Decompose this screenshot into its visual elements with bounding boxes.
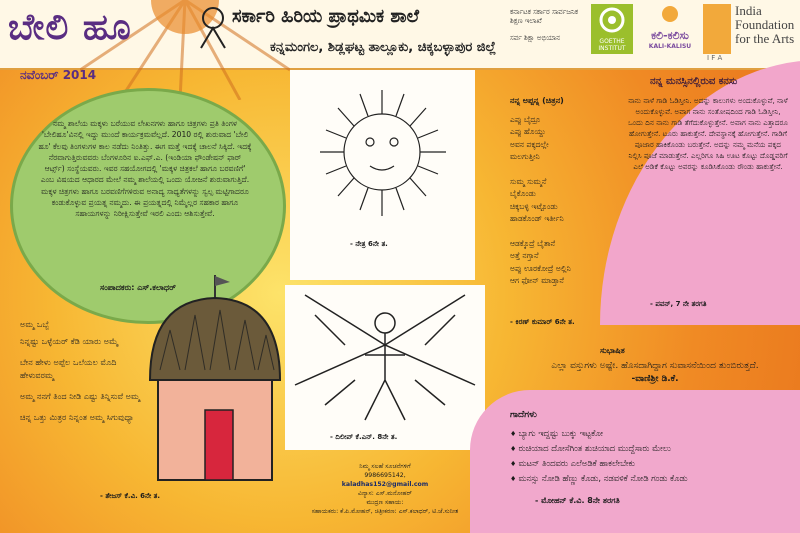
- poem-left-line: ನಿನ್ನಷ್ಟು ಒಳ್ಳೆಯರ್ ಕೆಡಿ ಯಾರು ಅಮ್ಮೆ: [20, 336, 119, 346]
- ssa-text: ಸರ್ವ ಶಿಕ್ಷಾ ಅಭಿಯಾನ: [510, 34, 561, 42]
- subhashita: [525, 360, 785, 386]
- proverb-item: ♦ ಮಟನ್ ತಿಂದವರು ಎಲೆಅಡಿಕೆ ಹಾಕಲೇಬೇಕು: [510, 456, 790, 471]
- poem-center-line: ಎಪ್ಪು ಬೈದ್ರೂ: [510, 115, 541, 124]
- proverb-item: ♦ ರುಚಿಯಾದ ದೋಸೆಗಿಂತ ಶುಚಿಯಾದ ಮುದ್ದೆಸಾರು ಮೇಲು: [510, 441, 790, 456]
- govt-dept: ಕರ್ನಾಟಕ ಸರ್ಕಾರ ಸಾರ್ವಜನಿಕ ಶಿಕ್ಷಣ ಇಲಾಖೆ: [510, 8, 579, 25]
- subhashita-credit: -ವಾಣಿಶ್ರೀ ಡಿ.ಕೆ.: [631, 374, 679, 384]
- poem-left-line: ಬೇನ ಹೇಳು ಅಪ್ಪೆಲ ಒಲೆಯಲ ಮೊದಿ ಹೇಳುವರಮ್ಮ: [20, 357, 117, 380]
- newsletter-title: ಬೇಲಿ ಹೂ: [8, 6, 132, 48]
- poem-center-line: ಎಪ್ಪು ಹೊಯ್ದು: [510, 127, 546, 137]
- goethe-swirl-icon: [591, 4, 633, 36]
- poem-left: [20, 318, 140, 424]
- poem-center-line: ಹಾಡಕೊಂಡ್ ಇರ್ತೀನಿ: [510, 214, 564, 224]
- figure-drawing-panel: [285, 285, 485, 450]
- poem-center-line: ಸುಮ್ಮ ಸುಮ್ಮನೆ: [510, 177, 547, 187]
- poem-center-credit: - ಕಿರಣ್ ಕುಮಾರ್ 6ನೇ ತ.: [510, 318, 575, 326]
- proverb-item: ♦ ಬ್ಯಾಗು ಇದ್ದಷ್ಟು ಬುಕ್ಕು ಇಟ್ಟಕೋ: [510, 426, 790, 441]
- poem-center: [510, 114, 620, 288]
- goethe-label: GOETHE INSTITUT: [598, 38, 626, 52]
- poem-center-line: ಅತ್ತೆ ನಗ್ತಾನೆ: [510, 251, 539, 261]
- poem-center-line: ಅಪ್ಪು ಊರಕೋದ್ರೆ ಅಲ್ಲಿನಿ: [510, 263, 571, 273]
- figure-drawing: [285, 285, 485, 430]
- govt-text: [510, 8, 588, 43]
- poem-center-line: ಮಲಗುತ್ತೀನಿ: [510, 152, 540, 162]
- issue-date: ನವೆಂಬರ್ 2014: [20, 68, 97, 82]
- designer-credit: ವಿನ್ಯಾಸ: ಎಸ್.ಮನೋಹರ್: [358, 490, 412, 497]
- story-text: ನಾನು ನಾಳೆ ಗಾಡಿ ಓಡಿಸ್ತೀನಿ. ಅದನ್ನು ಕಾಲುಗಳು ಅಂದುಕೊಳ್ಳುವೆ, ನಾಳೆ ಅಂದುಕೊಳ್ಳುವೆ. ಅವಾಗ ನಾನು ಸಂತೋಷದಿಂದ ಗಾಡಿ ಓಡಿಸ್ತೀನಿ, ಒಂದು ದಿನ ನಾನು ಗಾಡಿ ತೆಗೆದುಕೊಳ್ಳುತ್ತೇನೆ. ಅವಾಗ ನಾನು ಎತ್ತಾದರೂ ಹೋಗುತ್ತೇನೆ. ಟೂರು ಹಾಕುತ್ತೇನೆ. ದೇವಸ್ಥಾನಕ್ಕೆ ಹೋಗುತ್ತೇನೆ. ಗಾಡಿಗೆ ಪೂಜಾರ ಹಾಕಿಕೊಂಡು ಬರುತ್ತೇನೆ. ಅದನ್ನು ನಮ್ಮ ಮನೆಯ ಪಕ್ಕದ ನಿಲ್ಲಿಸಿ ಪೂಜೆ ಮಾಡುತ್ತೇನೆ. ಎಲ್ಲರಿಗೂ ಸಿಹಿ ಊಟ ಕೊಟ್ಟು ದೊಡ್ಡವರಿಗೆ ಎಲೆ ಅಡಿಕೆ ಕೊಟ್ಟು ಅವರನ್ನು ಕೂಡಿಸಿಕೊಂಡು ರೌಂಡು ಹಾಕುತ್ತೇನೆ.: [628, 96, 788, 171]
- goethe-logo: [591, 4, 633, 54]
- poem-left-line: ಚಿನ್ನ ಒತ್ತು ಮಿತ್ರರ ನಿನ್ನಂತ ಅಮ್ಮ ಸಿಗುವುಧ್ಯಾ: [20, 412, 134, 422]
- contact-info: [300, 462, 470, 516]
- story-title: ನನ್ನ ಮನಸ್ಸಿನಲ್ಲಿರುವ ಕನಸು: [650, 76, 738, 87]
- subhashita-text: ಎಲ್ಲಾ ವಸ್ತುಗಳು ಅಷ್ಟೇ. ಹೊಸದಾಗಿದ್ದಾಗ ಸುವಾಸನೆಯಿಂದ ತುಂಬಿರುತ್ತದೆ.: [551, 361, 759, 371]
- ifa-name: India Foundation for the Arts: [735, 3, 795, 46]
- school-address: ಕನ್ನಮಂಗಲ, ಶಿಡ್ಲಘಟ್ಟ ತಾಲ್ಲೂಕು, ಚಿಕ್ಕಬಳ್ಳಾಪುರ ಜಿಲ್ಲೆ: [270, 40, 497, 55]
- contact-email[interactable]: kaladhas152@gmail.com: [341, 481, 429, 488]
- figure-drawing-credit: - ದಿಲೀಪ್ ಕೆ.ಎನ್. 8ನೇ ತ.: [330, 433, 398, 441]
- contact-label: ನಿಮ್ಮ ಸಲಹೆ ಸೂಚನೆಗಳಿಗೆ: [359, 463, 411, 470]
- house-drawing: [140, 270, 290, 485]
- poem-left-credit: - ತೇಜಸ್ ಕೆ.ವಿ. 6ನೇ ತ.: [100, 492, 161, 500]
- school-name: ಸರ್ಕಾರಿ ಹಿರಿಯ ಪ್ರಾಥಮಿಕ ಶಾಲೆ: [232, 6, 420, 27]
- poem-center-line: ಅವನ ಪಕ್ಕದಲ್ಲೇ: [510, 139, 549, 149]
- assistants-credit: ಸಹಾಯಕರು: ಕೆ.ಪಿ.ಮೋಹನ್, ಚಿತ್ರೀಕರಣ: ಎಸ್.ಕಲಾಧರ್, ಟಿ.ಜೆ.ಸುನೀತ: [311, 508, 459, 515]
- proverbs-title: ಗಾದೆಗಳು: [510, 410, 537, 420]
- editorial-text: ನಮ್ಮ ಶಾಲೆಯ ಮಕ್ಕಳು ಬರೆಯುವ ಲೇಖನಗಳು ಹಾಗೂ ಚಿತ್ರಗಳು ಪ್ರತಿ ತಿಂಗಳ 'ಬೇಲಿಹೂ'ವಿನಲ್ಲಿ ಇದ್ದು ಮುಂದೆ ಕಾರ್ಯಕ್ರಮವೆಲ್ಲದೆ. 2010 ರಲ್ಲಿ ಶುರುವಾದ 'ಬೇಲಿ ಹೂ' ಕೆಲವು ತಿಂಗಳುಗಳ ಕಾಲ ನಡೆದು ನಿಂತಿತ್ತು. ಈಗ ಮತ್ತೆ ಇದಕ್ಕೆ ಚಾಲನೆ ಸಿಕ್ಕಿದೆ. ಇದಕ್ಕೆ ನೆರವಾಗುತ್ತಿರುವವರು ಬೆಂಗಳೂರಿನ ಐ.ಎಫ್.ಎ. (ಇಂಡಿಯಾ ಫೌಂಡೇಷನ್ ಫಾರ್ ಆರ್ಟ್ಸ್) ಸಂಸ್ಥೆಯವರು. ಇವರ ಸಹಯೋಗದಲ್ಲಿ 'ಮಕ್ಕಳ ಚಿತ್ರಕಲೆ ಹಾಗೂ ಬರವಣಿಗೆ' ಎಂಬ ವಿಷಯದ ಆಧಾರದ ಮೇಲೆ ನಮ್ಮ ಶಾಲೆಯಲ್ಲಿ ಒಂದು ಯೋಜನೆ ಶುರುವಾಗುತ್ತಿದೆ. ಮಕ್ಕಳ ಚಿತ್ರಗಳು ಹಾಗೂ ಬರವಣಿಗೆಗಳಿರುವ ಅನಾದ್ಯ ಸಾಧ್ಯತೆಗಳನ್ನು ಸ್ವಲ್ಪ ಮಟ್ಟಿಗಾದರೂ ಕಂಡುಕೊಳ್ಳುವ ಪ್ರಯತ್ನ ನಮ್ಮದು. ಈ ಪ್ರಯತ್ನದಲ್ಲಿ ನಿಮ್ಮೆಲ್ಲರ ಸಹಕಾರ ಹಾಗೂ ಸಹಾಯಗಳನ್ನು ನಿರೀಕ್ಷಿಸುತ್ತೇವೆ ಇರಲಿ ಎಂದು ಆಶಿಸುತ್ತೇವೆ.: [38, 119, 252, 219]
- sun-drawing: [290, 70, 475, 240]
- kali-kalisu-name-en: KALI-KALISU: [648, 43, 692, 50]
- poem-center-line: [510, 226, 620, 238]
- proverb-item: ♦ ಮನಸ್ಸು ನೋಡಿ ಹೆಣ್ಣು ಕೊಡು, ನಡವಳಿಕೆ ನೋಡಿ ಗಂಡು ಕೊಡು: [510, 471, 790, 486]
- story-credit: - ಪವನ್, 7 ನೇ ತರಗತಿ: [650, 300, 707, 308]
- kali-kalisu-name: ಕಲಿ-ಕಲಿಸು: [651, 29, 689, 42]
- poem-center-line: ಆಗ ಫೋನ್ ಮಾಡ್ತಾನೆ: [510, 276, 564, 286]
- ifa-abbr: I F A: [707, 54, 723, 62]
- poem-left-line: ಅಮ್ಮ ನನಗೆ ತಿಂದ ನೀಡಿ ಎಷ್ಟು ತಿನ್ನಿಸುವೆ ಅಮ್ಮ: [20, 391, 140, 401]
- poem-center-line: ಆಡಕ್ಕೊದ್ರೆ ಬೈತಾನೆ: [510, 239, 556, 249]
- poem-left-line: ಅಮ್ಮ ಒಬ್ಬೆ: [20, 319, 50, 329]
- proverbs-credit: - ಮೋಹನ್ ಕೆ.ವಿ. 8ನೇ ತರಗತಿ: [535, 496, 620, 505]
- printer-credit: ಮುದ್ರಣ ಸಹಾಯ:: [366, 499, 404, 506]
- sun-drawing-credit: - ನೇತ್ರ 6ನೇ ತ.: [350, 240, 388, 248]
- contact-phone: 9986695142,: [364, 472, 406, 479]
- poem-center-title: ನನ್ನ ಅಪ್ಪನ್ನ (ಚಿತ್ರನ): [510, 96, 564, 105]
- poem-center-line: ಚಿಕ್ಕಬಳ್ಳಿ ಇಟ್ಟೊಂಡು: [510, 201, 558, 211]
- proverbs-list: [510, 426, 790, 486]
- kali-kalisu-logo: [642, 4, 698, 60]
- school-emblem-icon: [195, 4, 231, 52]
- kali-kalisu-icon: [642, 4, 698, 26]
- subhashita-title: ಸುಭಾಷಿತ: [600, 346, 625, 355]
- poem-center-line: ಬೈಕೊಂಡು: [510, 189, 536, 199]
- ifa-logo-mark: [703, 4, 731, 54]
- editor-credit: ಸಂಪಾದಕರು: ಎಸ್.ಕಲಾಧರ್: [100, 283, 176, 292]
- poem-center-line: [510, 164, 620, 176]
